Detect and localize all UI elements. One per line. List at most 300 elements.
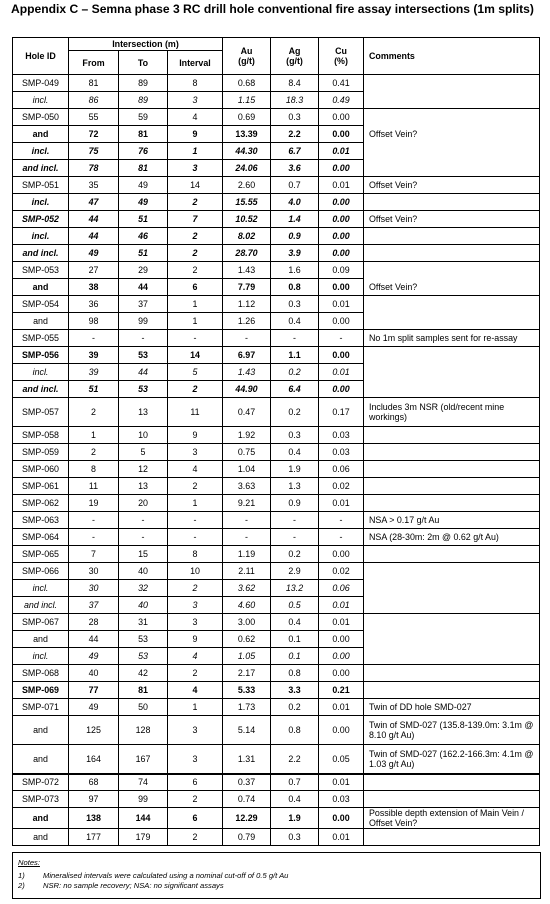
cell-to: 81 bbox=[119, 126, 168, 143]
cell-to: 53 bbox=[119, 631, 168, 648]
cell-to: 59 bbox=[119, 109, 168, 126]
table-row bbox=[13, 228, 540, 245]
cell-from: 55 bbox=[69, 109, 119, 126]
cell-cu: 0.00 bbox=[319, 279, 364, 296]
cell-interval: 3 bbox=[168, 716, 223, 745]
cell-cu: 0.00 bbox=[319, 665, 364, 682]
cell-comment bbox=[364, 194, 540, 211]
cell-cu: - bbox=[319, 529, 364, 546]
cell-cu: 0.41 bbox=[319, 75, 364, 92]
cell-au: 1.92 bbox=[223, 427, 271, 444]
page-title: Appendix C – Semna phase 3 RC drill hole conventional fire assay intersections (1m splits) bbox=[11, 2, 534, 16]
cell-from: 177 bbox=[69, 829, 119, 846]
header-cu bbox=[319, 38, 364, 75]
cell-interval: 2 bbox=[168, 245, 223, 262]
cell-hole-id: and bbox=[13, 279, 69, 296]
cell-cu: 0.00 bbox=[319, 648, 364, 665]
cell-interval: 6 bbox=[168, 774, 223, 791]
cell-ag: 0.1 bbox=[271, 648, 319, 665]
table-row bbox=[13, 478, 540, 495]
table-row bbox=[13, 808, 540, 829]
cell-cu: 0.06 bbox=[319, 461, 364, 478]
cell-to: 13 bbox=[119, 398, 168, 427]
table-row bbox=[13, 699, 540, 716]
table-row bbox=[13, 444, 540, 461]
cell-interval: 1 bbox=[168, 699, 223, 716]
cell-hole-id: SMP-069 bbox=[13, 682, 69, 699]
cell-from: 164 bbox=[69, 745, 119, 774]
cell-interval: 3 bbox=[168, 745, 223, 774]
cell-hole-id: and incl. bbox=[13, 381, 69, 398]
cell-from: 98 bbox=[69, 313, 119, 330]
cell-ag: 18.3 bbox=[271, 92, 319, 109]
cell-from: 77 bbox=[69, 682, 119, 699]
cell-cu: 0.00 bbox=[319, 381, 364, 398]
cell-cu: - bbox=[319, 330, 364, 347]
cell-au: 1.43 bbox=[223, 364, 271, 381]
cell-interval: 4 bbox=[168, 109, 223, 126]
cell-from: 72 bbox=[69, 126, 119, 143]
cell-to: 46 bbox=[119, 228, 168, 245]
cell-to: - bbox=[119, 529, 168, 546]
cell-hole-id: SMP-050 bbox=[13, 109, 69, 126]
cell-hole-id: SMP-052 bbox=[13, 211, 69, 228]
cell-to: 42 bbox=[119, 665, 168, 682]
cell-cu: 0.02 bbox=[319, 563, 364, 580]
cell-interval: 2 bbox=[168, 381, 223, 398]
cell-to: 81 bbox=[119, 160, 168, 177]
cell-hole-id: SMP-067 bbox=[13, 614, 69, 631]
cell-cu: 0.00 bbox=[319, 716, 364, 745]
cell-cu: 0.00 bbox=[319, 109, 364, 126]
header-ag bbox=[271, 38, 319, 75]
cell-hole-id: SMP-073 bbox=[13, 791, 69, 808]
cell-au: 6.97 bbox=[223, 347, 271, 364]
cell-comment bbox=[364, 245, 540, 262]
cell-au: 24.06 bbox=[223, 160, 271, 177]
notes-box bbox=[12, 852, 541, 899]
table-row bbox=[13, 398, 540, 427]
cell-hole-id: SMP-049 bbox=[13, 75, 69, 92]
cell-comment bbox=[364, 774, 540, 791]
cell-cu: 0.21 bbox=[319, 682, 364, 699]
cell-ag: 0.4 bbox=[271, 444, 319, 461]
table-row bbox=[13, 296, 540, 313]
cell-comment: No 1m split samples sent for re-assay bbox=[364, 330, 540, 347]
cell-interval: 3 bbox=[168, 597, 223, 614]
cell-ag: 0.4 bbox=[271, 614, 319, 631]
cell-from: 2 bbox=[69, 444, 119, 461]
table-row bbox=[13, 682, 540, 699]
cell-from: 37 bbox=[69, 597, 119, 614]
cell-comment: Offset Vein? bbox=[364, 262, 540, 296]
cell-to: 51 bbox=[119, 245, 168, 262]
cell-interval: 1 bbox=[168, 296, 223, 313]
cell-hole-id: SMP-057 bbox=[13, 398, 69, 427]
table-row bbox=[13, 211, 540, 228]
cell-au: 2.11 bbox=[223, 563, 271, 580]
cell-ag: 2.2 bbox=[271, 126, 319, 143]
cell-hole-id: SMP-058 bbox=[13, 427, 69, 444]
cell-au: 44.30 bbox=[223, 143, 271, 160]
cell-from: 27 bbox=[69, 262, 119, 279]
cell-au: 1.05 bbox=[223, 648, 271, 665]
cell-to: 81 bbox=[119, 682, 168, 699]
cell-hole-id: SMP-068 bbox=[13, 665, 69, 682]
cell-interval: 8 bbox=[168, 546, 223, 563]
cell-au: 1.04 bbox=[223, 461, 271, 478]
header-intersection: Intersection (m) bbox=[69, 38, 223, 51]
notes-title: Notes: bbox=[18, 858, 40, 867]
cell-au: - bbox=[223, 330, 271, 347]
cell-interval: 3 bbox=[168, 444, 223, 461]
cell-au: 44.90 bbox=[223, 381, 271, 398]
table-row bbox=[13, 495, 540, 512]
cell-to: 74 bbox=[119, 774, 168, 791]
cell-hole-id: incl. bbox=[13, 364, 69, 381]
cell-interval: 6 bbox=[168, 808, 223, 829]
cell-hole-id: and bbox=[13, 716, 69, 745]
note-number: 1) bbox=[18, 871, 25, 880]
cell-interval: 11 bbox=[168, 398, 223, 427]
cell-to: 99 bbox=[119, 313, 168, 330]
cell-to: 29 bbox=[119, 262, 168, 279]
table-row bbox=[13, 829, 540, 846]
cell-cu: 0.09 bbox=[319, 262, 364, 279]
cell-ag: 0.3 bbox=[271, 109, 319, 126]
cell-hole-id: SMP-064 bbox=[13, 529, 69, 546]
cell-comment bbox=[364, 347, 540, 398]
cell-au: 2.60 bbox=[223, 177, 271, 194]
cell-hole-id: incl. bbox=[13, 194, 69, 211]
header-interval: Interval bbox=[168, 51, 223, 75]
cell-from: 40 bbox=[69, 665, 119, 682]
table-row bbox=[13, 563, 540, 580]
cell-cu: 0.05 bbox=[319, 745, 364, 774]
cell-comment: NSA > 0.17 g/t Au bbox=[364, 512, 540, 529]
cell-interval: 10 bbox=[168, 563, 223, 580]
cell-to: 13 bbox=[119, 478, 168, 495]
cell-interval: 3 bbox=[168, 92, 223, 109]
cell-to: - bbox=[119, 512, 168, 529]
cell-cu: 0.00 bbox=[319, 126, 364, 143]
table-row bbox=[13, 330, 540, 347]
cell-from: 51 bbox=[69, 381, 119, 398]
cell-cu: - bbox=[319, 512, 364, 529]
cell-comment bbox=[364, 228, 540, 245]
cell-from: 2 bbox=[69, 398, 119, 427]
cell-to: - bbox=[119, 330, 168, 347]
cell-au: 4.60 bbox=[223, 597, 271, 614]
cell-comment bbox=[364, 791, 540, 808]
table-row bbox=[13, 427, 540, 444]
table-row bbox=[13, 512, 540, 529]
cell-from: 138 bbox=[69, 808, 119, 829]
cell-cu: 0.00 bbox=[319, 194, 364, 211]
cell-au: 7.79 bbox=[223, 279, 271, 296]
cell-hole-id: and incl. bbox=[13, 160, 69, 177]
cell-ag: 6.4 bbox=[271, 381, 319, 398]
cell-au: - bbox=[223, 529, 271, 546]
cell-from: 44 bbox=[69, 631, 119, 648]
cell-au: 12.29 bbox=[223, 808, 271, 829]
cell-comment: NSA (28-30m: 2m @ 0.62 g/t Au) bbox=[364, 529, 540, 546]
cell-ag: 3.9 bbox=[271, 245, 319, 262]
cell-ag: 0.7 bbox=[271, 774, 319, 791]
cell-ag: 0.1 bbox=[271, 631, 319, 648]
cell-ag: 1.6 bbox=[271, 262, 319, 279]
cell-hole-id: SMP-065 bbox=[13, 546, 69, 563]
cell-from: 30 bbox=[69, 563, 119, 580]
cell-comment: Possible depth extension of Main Vein / Offset Vein? bbox=[364, 808, 540, 829]
cell-cu: 0.00 bbox=[319, 808, 364, 829]
table-row bbox=[13, 716, 540, 745]
cell-hole-id: and bbox=[13, 808, 69, 829]
cell-ag: 0.2 bbox=[271, 546, 319, 563]
cell-comment: Twin of SMD-027 (162.2-166.3m: 4.1m @ 1.03 g/t Au) bbox=[364, 745, 540, 774]
cell-au: 13.39 bbox=[223, 126, 271, 143]
cell-au: 1.19 bbox=[223, 546, 271, 563]
cell-from: 47 bbox=[69, 194, 119, 211]
cell-interval: 4 bbox=[168, 682, 223, 699]
cell-comment: Twin of SMD-027 (135.8-139.0m: 3.1m @ 8.10 g/t Au) bbox=[364, 716, 540, 745]
cell-cu: 0.01 bbox=[319, 495, 364, 512]
cell-comment bbox=[364, 296, 540, 330]
cell-au: 8.02 bbox=[223, 228, 271, 245]
cell-hole-id: SMP-059 bbox=[13, 444, 69, 461]
cell-interval: 2 bbox=[168, 791, 223, 808]
cell-au: 0.74 bbox=[223, 791, 271, 808]
cell-ag: - bbox=[271, 512, 319, 529]
cell-comment: Includes 3m NSR (old/recent mine workings) bbox=[364, 398, 540, 427]
cell-au: 3.63 bbox=[223, 478, 271, 495]
cell-ag: 1.9 bbox=[271, 808, 319, 829]
table-row bbox=[13, 245, 540, 262]
header-au bbox=[223, 38, 271, 75]
cell-from: 78 bbox=[69, 160, 119, 177]
cell-interval: 2 bbox=[168, 228, 223, 245]
cell-ag: 3.3 bbox=[271, 682, 319, 699]
cell-cu: 0.03 bbox=[319, 427, 364, 444]
cell-au: 0.69 bbox=[223, 109, 271, 126]
cell-ag: 0.2 bbox=[271, 364, 319, 381]
cell-to: 179 bbox=[119, 829, 168, 846]
cell-to: 37 bbox=[119, 296, 168, 313]
cell-interval: 1 bbox=[168, 143, 223, 160]
cell-interval: 7 bbox=[168, 211, 223, 228]
cell-ag: 3.6 bbox=[271, 160, 319, 177]
cell-to: 128 bbox=[119, 716, 168, 745]
cell-cu: 0.00 bbox=[319, 160, 364, 177]
cell-comment bbox=[364, 665, 540, 682]
cell-comment: Twin of DD hole SMD-027 bbox=[364, 699, 540, 716]
header-hole-id: Hole ID bbox=[13, 38, 69, 75]
cell-from: 19 bbox=[69, 495, 119, 512]
table-row bbox=[13, 665, 540, 682]
cell-interval: - bbox=[168, 529, 223, 546]
cell-ag: 13.2 bbox=[271, 580, 319, 597]
cell-hole-id: SMP-053 bbox=[13, 262, 69, 279]
header-from: From bbox=[69, 51, 119, 75]
cell-cu: 0.00 bbox=[319, 546, 364, 563]
cell-ag: 0.8 bbox=[271, 716, 319, 745]
cell-comment bbox=[364, 614, 540, 665]
cell-comment: Offset Vein? bbox=[364, 211, 540, 228]
cell-interval: 2 bbox=[168, 829, 223, 846]
cell-from: 30 bbox=[69, 580, 119, 597]
cell-au: 1.26 bbox=[223, 313, 271, 330]
header-cu-label: Cu bbox=[335, 46, 347, 56]
cell-hole-id: and incl. bbox=[13, 245, 69, 262]
cell-cu: 0.01 bbox=[319, 364, 364, 381]
cell-comment bbox=[364, 75, 540, 109]
cell-au: 2.17 bbox=[223, 665, 271, 682]
cell-ag: 1.3 bbox=[271, 478, 319, 495]
cell-au: 0.75 bbox=[223, 444, 271, 461]
table-row bbox=[13, 109, 540, 126]
note-number: 2) bbox=[18, 881, 25, 890]
cell-to: 12 bbox=[119, 461, 168, 478]
cell-interval: 4 bbox=[168, 648, 223, 665]
cell-hole-id: SMP-062 bbox=[13, 495, 69, 512]
cell-from: 97 bbox=[69, 791, 119, 808]
cell-ag: - bbox=[271, 330, 319, 347]
cell-interval: 4 bbox=[168, 461, 223, 478]
cell-comment bbox=[364, 829, 540, 846]
cell-au: 15.55 bbox=[223, 194, 271, 211]
cell-from: 8 bbox=[69, 461, 119, 478]
cell-interval: 9 bbox=[168, 126, 223, 143]
cell-comment bbox=[364, 563, 540, 614]
cell-ag: 0.9 bbox=[271, 228, 319, 245]
cell-hole-id: SMP-063 bbox=[13, 512, 69, 529]
cell-cu: 0.01 bbox=[319, 774, 364, 791]
cell-hole-id: SMP-055 bbox=[13, 330, 69, 347]
cell-hole-id: SMP-056 bbox=[13, 347, 69, 364]
cell-au: 3.62 bbox=[223, 580, 271, 597]
cell-ag: 2.9 bbox=[271, 563, 319, 580]
cell-ag: 1.9 bbox=[271, 461, 319, 478]
header-cu-unit: (%) bbox=[334, 56, 348, 66]
note-text: Mineralised intervals were calculated using a nominal cut-off of 0.5 g/t Au bbox=[43, 871, 289, 880]
cell-interval: - bbox=[168, 512, 223, 529]
cell-cu: 0.01 bbox=[319, 296, 364, 313]
cell-comment: Offset Vein? bbox=[364, 177, 540, 194]
cell-interval: 6 bbox=[168, 279, 223, 296]
table-row bbox=[13, 529, 540, 546]
table-row bbox=[13, 177, 540, 194]
cell-ag: 0.3 bbox=[271, 829, 319, 846]
cell-ag: 6.7 bbox=[271, 143, 319, 160]
cell-hole-id: SMP-051 bbox=[13, 177, 69, 194]
table-row bbox=[13, 791, 540, 808]
cell-hole-id: incl. bbox=[13, 143, 69, 160]
cell-comment: Offset Vein? bbox=[364, 109, 540, 177]
cell-hole-id: SMP-071 bbox=[13, 699, 69, 716]
cell-hole-id: and incl. bbox=[13, 597, 69, 614]
cell-cu: 0.49 bbox=[319, 92, 364, 109]
cell-au: 10.52 bbox=[223, 211, 271, 228]
cell-from: 28 bbox=[69, 614, 119, 631]
cell-to: 32 bbox=[119, 580, 168, 597]
cell-interval: 3 bbox=[168, 160, 223, 177]
cell-interval: 2 bbox=[168, 665, 223, 682]
cell-to: 53 bbox=[119, 347, 168, 364]
cell-cu: 0.17 bbox=[319, 398, 364, 427]
cell-cu: 0.00 bbox=[319, 245, 364, 262]
cell-hole-id: incl. bbox=[13, 580, 69, 597]
cell-cu: 0.00 bbox=[319, 313, 364, 330]
cell-au: 1.43 bbox=[223, 262, 271, 279]
cell-au: - bbox=[223, 512, 271, 529]
cell-cu: 0.01 bbox=[319, 143, 364, 160]
cell-ag: 0.7 bbox=[271, 177, 319, 194]
cell-cu: 0.06 bbox=[319, 580, 364, 597]
cell-ag: 0.5 bbox=[271, 597, 319, 614]
table-row bbox=[13, 614, 540, 631]
cell-to: 89 bbox=[119, 92, 168, 109]
cell-to: 15 bbox=[119, 546, 168, 563]
note-text: NSR: no sample recovery; NSA: no significant assays bbox=[43, 881, 224, 890]
cell-interval: 2 bbox=[168, 580, 223, 597]
cell-interval: 9 bbox=[168, 427, 223, 444]
header-au-label: Au bbox=[240, 46, 253, 56]
cell-from: 38 bbox=[69, 279, 119, 296]
cell-au: 28.70 bbox=[223, 245, 271, 262]
cell-hole-id: and bbox=[13, 745, 69, 774]
cell-to: 44 bbox=[119, 279, 168, 296]
table-row bbox=[13, 262, 540, 279]
cell-hole-id: SMP-061 bbox=[13, 478, 69, 495]
cell-hole-id: and bbox=[13, 313, 69, 330]
cell-cu: 0.00 bbox=[319, 347, 364, 364]
header-ag-unit: (g/t) bbox=[286, 56, 303, 66]
cell-to: 40 bbox=[119, 563, 168, 580]
cell-interval: 2 bbox=[168, 194, 223, 211]
cell-ag: 0.4 bbox=[271, 791, 319, 808]
cell-cu: 0.03 bbox=[319, 444, 364, 461]
cell-to: 50 bbox=[119, 699, 168, 716]
cell-from: 1 bbox=[69, 427, 119, 444]
cell-from: 35 bbox=[69, 177, 119, 194]
cell-ag: 0.3 bbox=[271, 296, 319, 313]
cell-from: - bbox=[69, 512, 119, 529]
table-row bbox=[13, 75, 540, 92]
cell-interval: 2 bbox=[168, 262, 223, 279]
cell-to: 51 bbox=[119, 211, 168, 228]
cell-ag: 8.4 bbox=[271, 75, 319, 92]
cell-au: 1.15 bbox=[223, 92, 271, 109]
cell-from: 49 bbox=[69, 699, 119, 716]
table-row bbox=[13, 194, 540, 211]
cell-au: 0.62 bbox=[223, 631, 271, 648]
cell-hole-id: incl. bbox=[13, 92, 69, 109]
cell-cu: 0.02 bbox=[319, 478, 364, 495]
cell-interval: - bbox=[168, 330, 223, 347]
header-comments: Comments bbox=[364, 38, 540, 75]
cell-from: 44 bbox=[69, 211, 119, 228]
cell-ag: - bbox=[271, 529, 319, 546]
cell-from: 81 bbox=[69, 75, 119, 92]
cell-ag: 0.2 bbox=[271, 398, 319, 427]
cell-interval: 1 bbox=[168, 495, 223, 512]
cell-hole-id: and bbox=[13, 631, 69, 648]
table-row bbox=[13, 347, 540, 364]
cell-interval: 3 bbox=[168, 614, 223, 631]
cell-hole-id: and bbox=[13, 126, 69, 143]
cell-hole-id: SMP-060 bbox=[13, 461, 69, 478]
cell-comment bbox=[364, 444, 540, 461]
